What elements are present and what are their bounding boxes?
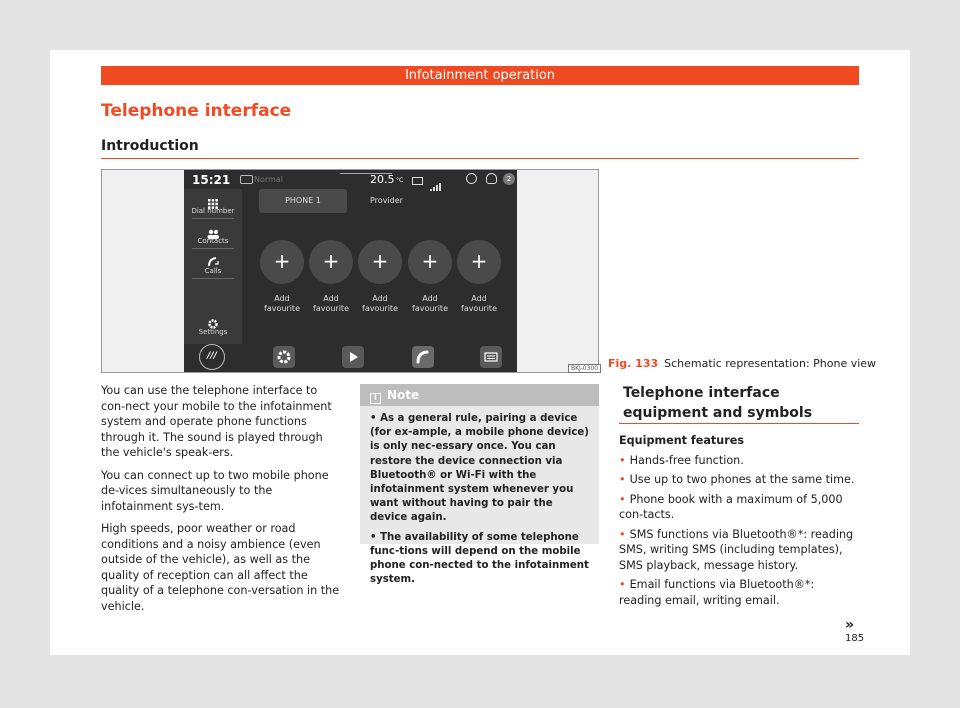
divider xyxy=(192,218,234,219)
note-item: • The availability of some telephone func-tions will depend on the mobile phone con-nected to the infotainment system. xyxy=(370,531,589,586)
temp-unit: °C xyxy=(396,177,404,184)
paragraph: You can use the telephone interface to con-nect your mobile to the infotainment system and operate phone functions through it. The sound is played through the vehicle's speak-ers. xyxy=(101,384,332,459)
calls-icon xyxy=(207,253,219,265)
tab-phone-1[interactable]: PHONE 1 xyxy=(259,189,347,213)
tab-provider[interactable]: Provider xyxy=(370,196,403,205)
add-favourite-button[interactable]: + xyxy=(457,240,501,284)
temperature: 20.5 xyxy=(370,173,395,186)
signal-icon xyxy=(430,176,442,184)
note-item: • As a general rule, pairing a device (for ex-ample, a mobile phone device) is only nec-essary once. You can restore the device connection via Bluetooth® or Wi-Fi with the infotainment system whenever you want without having to pair the device again. xyxy=(370,413,589,524)
add-favourite-button[interactable]: + xyxy=(260,240,304,284)
phone-button[interactable] xyxy=(412,346,434,368)
user-icon[interactable] xyxy=(486,173,497,184)
figure-code: BKJ-0300 xyxy=(568,364,601,373)
list-item: • Use up to two phones at the same time. xyxy=(619,473,855,486)
menu-button[interactable]: /// xyxy=(199,344,225,370)
add-favourite-button[interactable]: + xyxy=(408,240,452,284)
figure-caption-text: Schematic representation: Phone view xyxy=(664,357,877,370)
list-item: • Hands-free function. xyxy=(619,453,744,467)
divider xyxy=(192,248,234,249)
clock: 15:21 xyxy=(192,173,231,187)
sidebar-item-settings[interactable]: Settings xyxy=(198,328,228,336)
page-title: Telephone interface xyxy=(101,101,292,121)
sidebar-item-dial-number[interactable]: Dial number xyxy=(191,207,235,215)
continue-marker: » xyxy=(845,617,855,633)
favourite-label: Add favourite xyxy=(362,294,398,313)
gear-icon xyxy=(208,314,218,324)
keyboard-icon xyxy=(480,346,502,368)
note-box xyxy=(360,384,599,586)
media-button[interactable] xyxy=(342,346,364,368)
globe-icon[interactable] xyxy=(466,173,477,184)
divider xyxy=(192,278,234,279)
divider xyxy=(101,158,859,159)
page-number: 185 xyxy=(845,633,865,644)
favourite-label: Add favourite xyxy=(313,294,349,313)
left-column xyxy=(101,383,342,621)
figure-number: Fig. 133 xyxy=(608,357,659,370)
info-icon: i xyxy=(370,393,381,404)
play-icon xyxy=(342,346,364,368)
favourite-label: Add favourite xyxy=(264,294,300,313)
divider xyxy=(619,423,859,424)
paragraph: You can connect up to two mobile phone de-vices simultaneously to the infotainment sys-tem. xyxy=(101,468,329,513)
apps-button[interactable] xyxy=(480,346,502,368)
list-item: • Email functions via Bluetooth®*: reading email, writing email. xyxy=(619,578,815,607)
gear-icon xyxy=(273,346,295,368)
settings-button[interactable] xyxy=(273,346,295,368)
add-favourite-button[interactable]: + xyxy=(358,240,402,284)
subsection-title: Telephone interface equipment and symbols xyxy=(623,385,813,421)
right-column xyxy=(619,433,859,612)
battery-icon xyxy=(412,177,423,185)
section-title: Introduction xyxy=(101,138,199,154)
phone-icon xyxy=(412,346,434,368)
favourite-label: Add favourite xyxy=(461,294,497,313)
equipment-heading: Equipment features xyxy=(619,434,744,447)
favourite-label: Add favourite xyxy=(412,294,448,313)
sidebar-item-contacts[interactable]: Contacts xyxy=(197,237,229,245)
note-body xyxy=(360,406,599,598)
phone-screen xyxy=(184,170,517,372)
list-item: • SMS functions via Bluetooth®*: reading SMS, writing SMS (including templates), SMS playback, message history. xyxy=(619,527,854,572)
contacts-icon xyxy=(207,224,219,234)
car-icon xyxy=(240,175,253,184)
add-favourite-button[interactable]: + xyxy=(309,240,353,284)
note-header xyxy=(360,384,599,406)
note-title: Note xyxy=(387,388,420,402)
notification-badge[interactable]: 2 xyxy=(503,173,515,185)
drive-profile: Normal xyxy=(254,175,283,184)
paragraph: High speeds, poor weather or road conditions and a noisy ambience (even outside of the vehicle), as well as the quality of reception can all affect the quality of a telephone con-versation in the vehicle. xyxy=(101,522,340,613)
sidebar-item-calls[interactable]: Calls xyxy=(204,267,222,275)
list-item: • Phone book with a maximum of 5,000 con-tacts. xyxy=(619,492,843,521)
figure-caption xyxy=(608,357,876,370)
section-header: Infotainment operation xyxy=(101,66,859,85)
keypad-icon xyxy=(208,194,218,204)
